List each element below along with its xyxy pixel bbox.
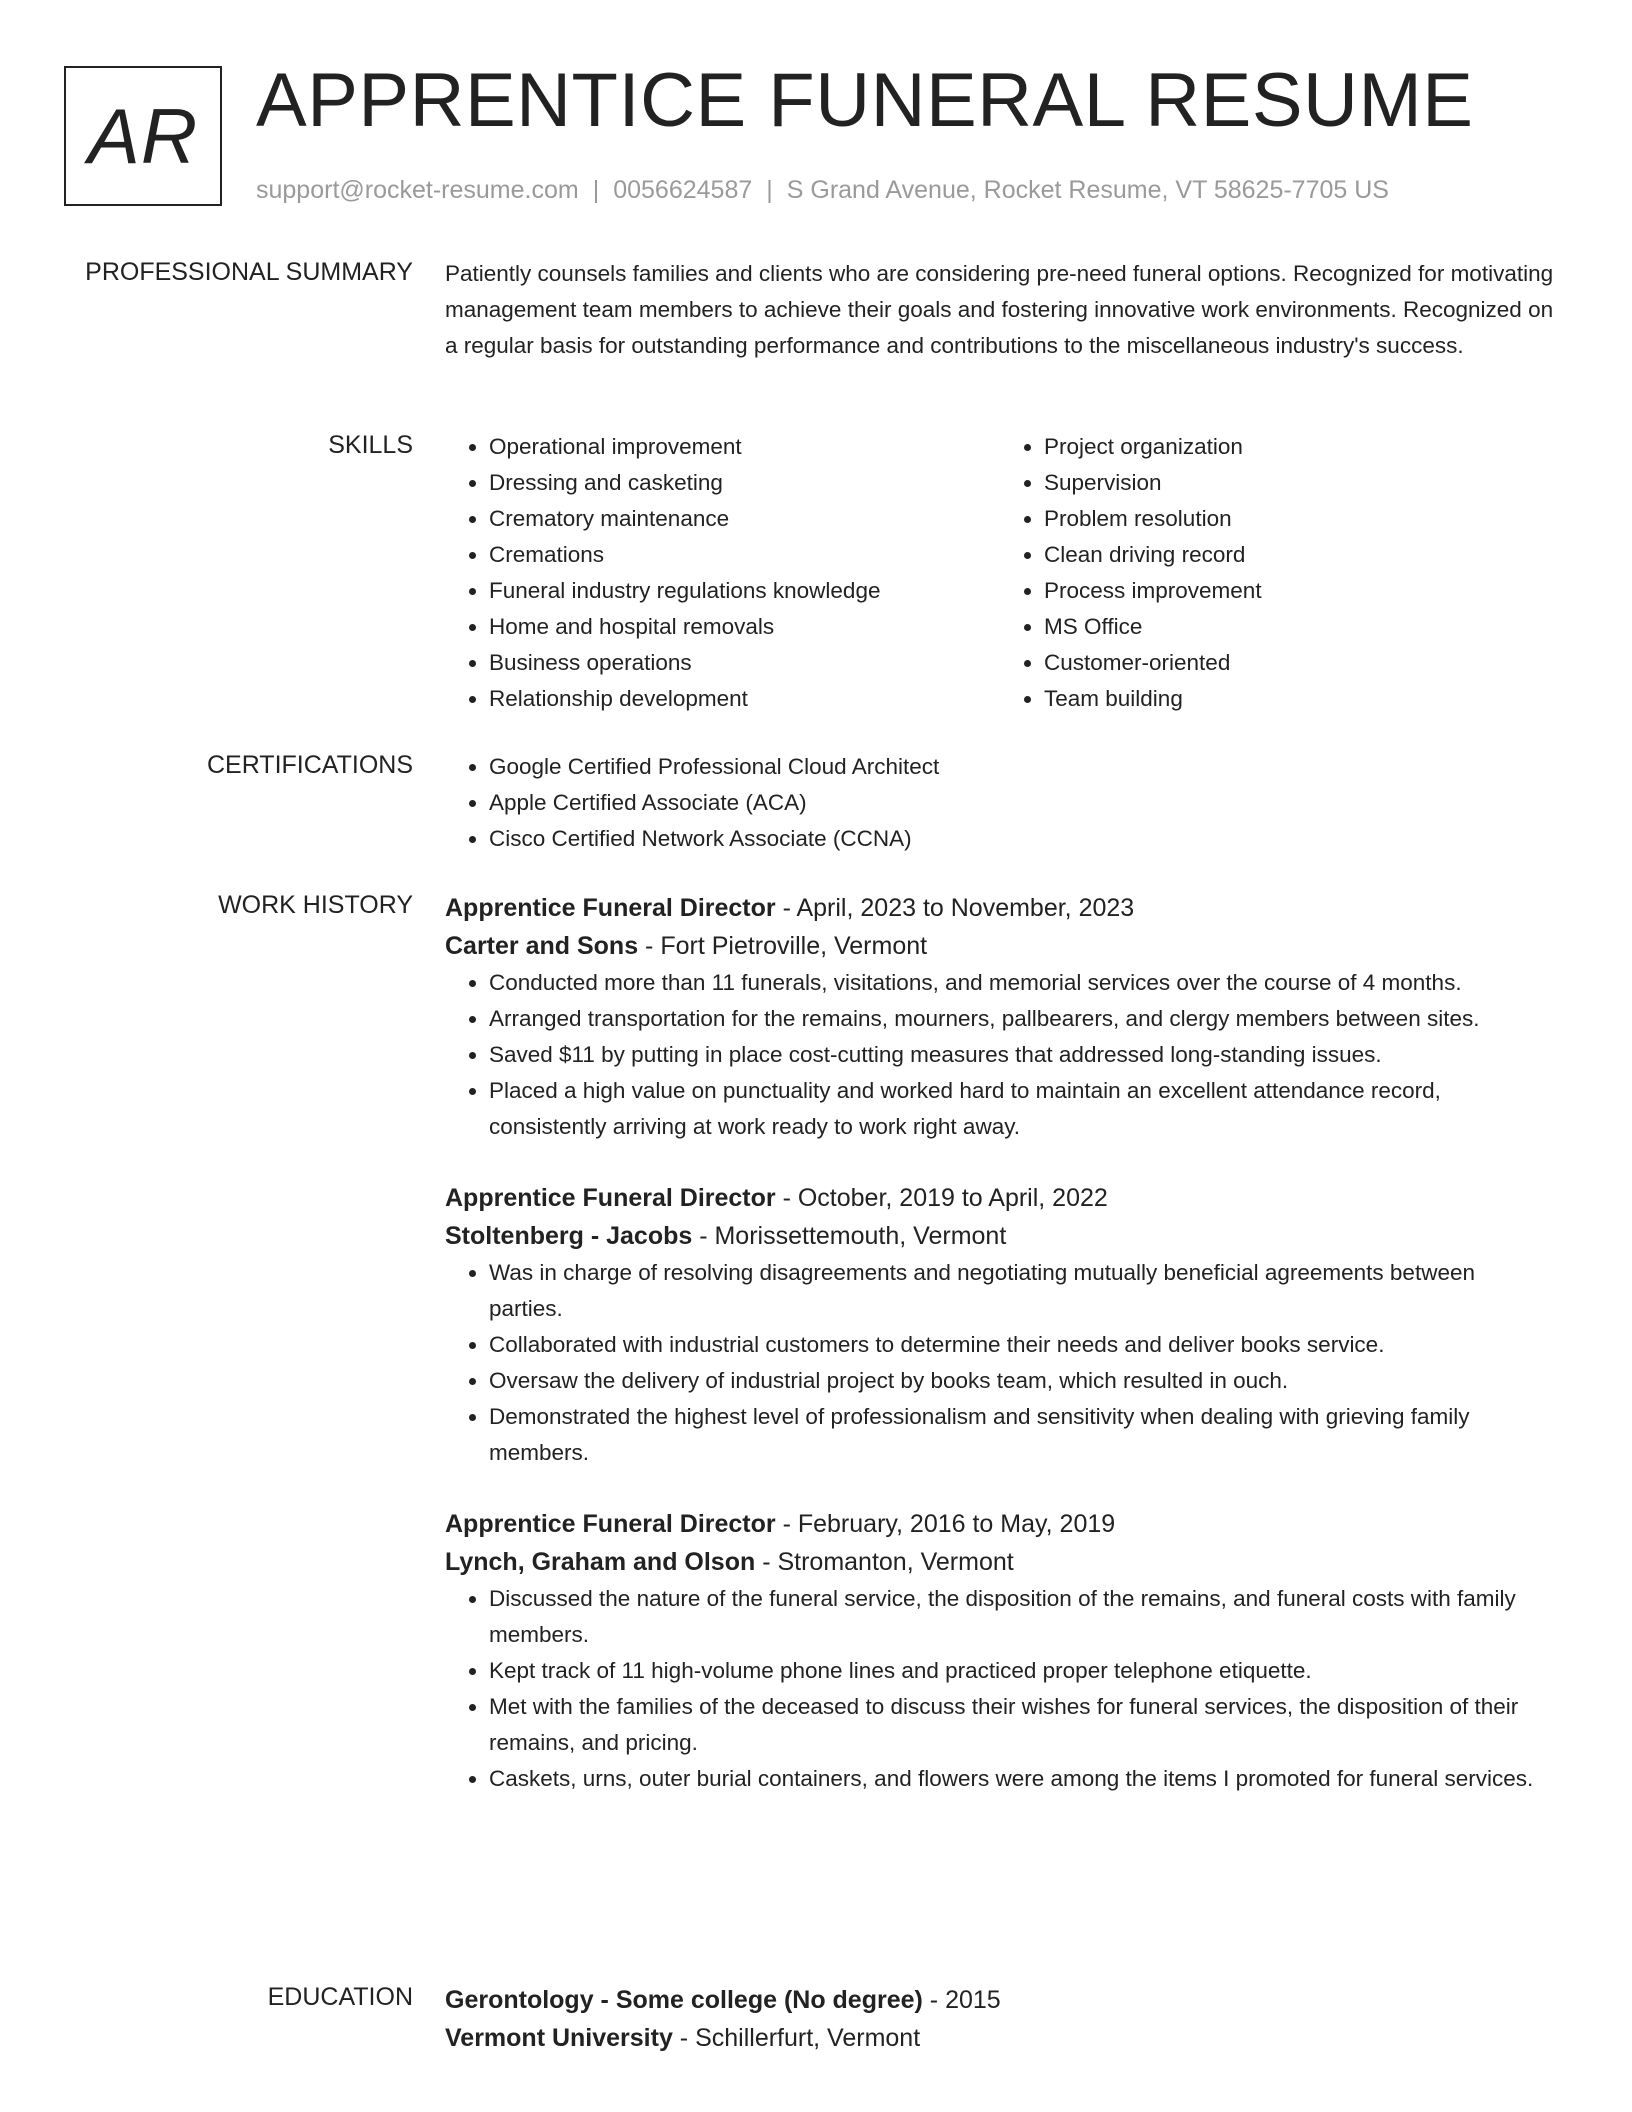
skill-item: • Cremations	[489, 537, 1000, 573]
monogram-badge: AR	[64, 66, 222, 206]
job-company: Stoltenberg - Jacobs	[445, 1222, 693, 1250]
education-heading: EDUCATION	[267, 1983, 413, 2011]
job-duty: • Conducted more than 11 funerals, visitations, and memorial services over the course of 4 months.	[489, 965, 1555, 1001]
skill-item: • Clean driving record	[1044, 537, 1555, 573]
education-school-line	[445, 2019, 1555, 2057]
job-title: Apprentice Funeral Director	[445, 1510, 776, 1538]
job-duties-list	[445, 1255, 1555, 1471]
certification-item: • Apple Certified Associate (ACA)	[489, 785, 1555, 821]
skill-item: • Home and hospital removals	[489, 609, 1000, 645]
skill-item: • Funeral industry regulations knowledge	[489, 573, 1000, 609]
certifications-list	[445, 749, 1555, 857]
job-duty: • Met with the families of the deceased to discuss their wishes for funeral services, the disposition of their remains, and pricing.	[489, 1689, 1555, 1761]
skill-item: • Problem resolution	[1044, 501, 1555, 537]
job-duty: • Demonstrated the highest level of professionalism and sensitivity when dealing with grieving family members.	[489, 1399, 1555, 1471]
education-year: - 2015	[922, 1986, 1001, 2014]
skill-item: • Operational improvement	[489, 429, 1000, 465]
job-title-line	[445, 1505, 1555, 1543]
skills-heading: SKILLS	[328, 431, 413, 459]
skill-item: • Project organization	[1044, 429, 1555, 465]
job-duty: • Caskets, urns, outer burial containers, and flowers were among the items I promoted for funeral services.	[489, 1761, 1555, 1797]
contact-line	[256, 174, 1389, 206]
skill-item: • Process improvement	[1044, 573, 1555, 609]
job-duty: • Oversaw the delivery of industrial project by books team, which resulted in ouch.	[489, 1363, 1555, 1399]
job-company-line	[445, 1543, 1555, 1581]
work-history-heading: WORK HISTORY	[218, 891, 413, 919]
job-duty: • Discussed the nature of the funeral service, the disposition of the remains, and funeral costs with family members.	[489, 1581, 1555, 1653]
job-location: - Stromanton, Vermont	[755, 1548, 1014, 1576]
education-body	[445, 1981, 1555, 2057]
skill-item: • MS Office	[1044, 609, 1555, 645]
skills-list-right	[1000, 429, 1555, 717]
summary-body	[445, 256, 1555, 364]
job-entry	[445, 1505, 1555, 1797]
skill-item: • Customer-oriented	[1044, 645, 1555, 681]
summary-text: Patiently counsels families and clients who are considering pre-need funeral options. Recognized for motivating management team members to achieve their goals and fostering innovative work environments. Recognized on a regular basis for outstanding performance and contributions to the miscellaneous industry's success.	[445, 261, 1554, 358]
contact-phone: 0056624587	[613, 176, 753, 204]
job-location: - Fort Pietroville, Vermont	[638, 932, 928, 960]
job-title: Apprentice Funeral Director	[445, 894, 776, 922]
certifications-heading: CERTIFICATIONS	[206, 751, 413, 779]
job-location: - Morissettemouth, Vermont	[692, 1222, 1007, 1250]
education-school: Vermont University	[445, 2024, 673, 2052]
education-location: - Schillerfurt, Vermont	[672, 2024, 921, 2052]
job-duty: • Saved $11 by putting in place cost-cutting measures that addressed long-standing issues.	[489, 1037, 1555, 1073]
skills-list-left	[445, 429, 1000, 717]
work-history-body	[445, 889, 1555, 1831]
skills-body	[445, 429, 1555, 717]
job-duty: • Placed a high value on punctuality and worked hard to maintain an excellent attendance record, consistently arriving at work ready to work right away.	[489, 1073, 1555, 1145]
skill-item: • Business operations	[489, 645, 1000, 681]
job-duty: • Collaborated with industrial customers to determine their needs and deliver books service.	[489, 1327, 1555, 1363]
job-duties-list	[445, 965, 1555, 1145]
job-company-line	[445, 1217, 1555, 1255]
certification-item: • Cisco Certified Network Associate (CCNA)	[489, 821, 1555, 857]
skill-item: • Team building	[1044, 681, 1555, 717]
job-duties-list	[445, 1581, 1555, 1797]
job-title-line	[445, 889, 1555, 927]
summary-heading: PROFESSIONAL SUMMARY	[85, 258, 413, 286]
job-duty: • Kept track of 11 high-volume phone lines and practiced proper telephone etiquette.	[489, 1653, 1555, 1689]
skill-item: • Crematory maintenance	[489, 501, 1000, 537]
skill-item: • Supervision	[1044, 465, 1555, 501]
job-dates: - October, 2019 to April, 2022	[775, 1184, 1108, 1212]
skill-item: • Relationship development	[489, 681, 1000, 717]
job-title-line	[445, 1179, 1555, 1217]
education-degree: Gerontology - Some college (No degree)	[445, 1986, 923, 2014]
contact-separator: |	[592, 176, 600, 204]
skill-item: • Dressing and casketing	[489, 465, 1000, 501]
job-entry	[445, 889, 1555, 1145]
certification-item: • Google Certified Professional Cloud Architect	[489, 749, 1555, 785]
job-duty: • Was in charge of resolving disagreements and negotiating mutually beneficial agreements between parties.	[489, 1255, 1555, 1327]
contact-separator: |	[766, 176, 773, 204]
resume-title: APPRENTICE FUNERAL RESUME	[256, 58, 1474, 143]
certifications-body	[445, 749, 1555, 857]
job-title: Apprentice Funeral Director	[445, 1184, 776, 1212]
job-company: Lynch, Graham and Olson	[445, 1548, 756, 1576]
job-dates: - February, 2016 to May, 2019	[775, 1510, 1116, 1538]
job-entry	[445, 1179, 1555, 1471]
job-dates: - April, 2023 to November, 2023	[775, 894, 1135, 922]
job-company: Carter and Sons	[445, 932, 639, 960]
job-company-line	[445, 927, 1555, 965]
contact-address: S Grand Avenue, Rocket Resume, VT 58625-7705 US	[786, 176, 1389, 204]
job-duty: • Arranged transportation for the remains, mourners, pallbearers, and clergy members between sites.	[489, 1001, 1555, 1037]
contact-email: support@rocket-resume.com	[256, 176, 579, 204]
education-degree-line	[445, 1981, 1555, 2019]
